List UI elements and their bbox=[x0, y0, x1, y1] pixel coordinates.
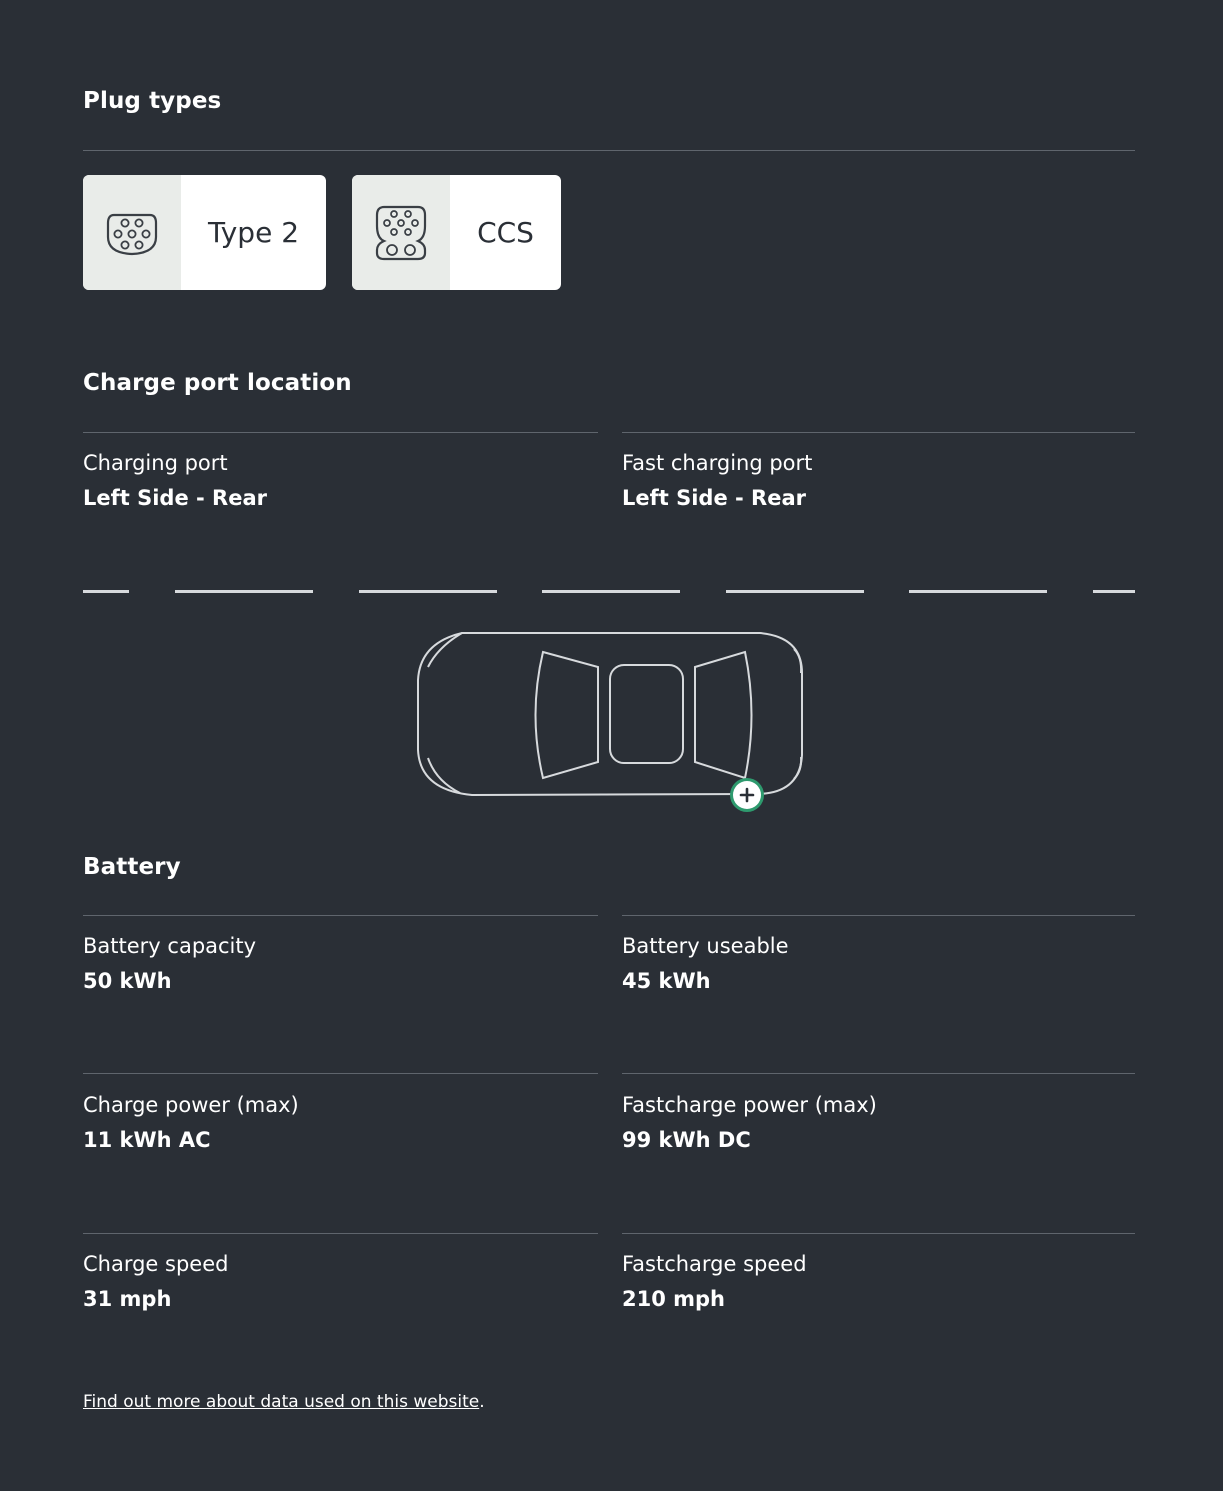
battery-useable-spec bbox=[622, 933, 1137, 994]
spec-label: Charge power (max) bbox=[83, 1093, 299, 1117]
data-info-link[interactable]: Find out more about data used on this website bbox=[83, 1392, 480, 1412]
plug-label: CCS bbox=[477, 216, 534, 249]
plug-label: Type 2 bbox=[207, 216, 300, 249]
charging-port-spec bbox=[83, 450, 598, 511]
charge-port-heading: Charge port location bbox=[83, 370, 352, 396]
type2-connector-icon bbox=[106, 209, 158, 257]
plus-icon bbox=[730, 778, 764, 812]
charge-power-spec bbox=[83, 1092, 598, 1153]
spec-label: Charge speed bbox=[83, 1252, 229, 1276]
plug-card-ccs bbox=[352, 175, 561, 290]
charging-port-divider bbox=[83, 432, 598, 433]
spec-value: Left Side - Rear bbox=[83, 486, 267, 510]
fast-charging-port-divider bbox=[622, 432, 1135, 433]
charge-power-divider bbox=[83, 1073, 598, 1074]
spec-value: 11 kWh AC bbox=[83, 1128, 211, 1152]
fastcharge-speed-spec bbox=[622, 1251, 1137, 1312]
road-dash bbox=[909, 590, 1047, 593]
road-dash bbox=[1093, 590, 1135, 593]
road-dash bbox=[542, 590, 680, 593]
road-dash bbox=[726, 590, 864, 593]
battery-capacity-divider bbox=[83, 915, 598, 916]
spec-label: Battery capacity bbox=[83, 934, 257, 958]
fastcharge-power-spec bbox=[622, 1092, 1137, 1153]
spec-value: Left Side - Rear bbox=[622, 486, 806, 510]
road-dash bbox=[83, 590, 129, 593]
fast-charging-port-spec bbox=[622, 450, 1137, 511]
plug-card-type2 bbox=[83, 175, 326, 290]
car-top-view-illustration bbox=[410, 625, 810, 820]
road-dash bbox=[359, 590, 497, 593]
spec-value: 31 mph bbox=[83, 1287, 172, 1311]
fastcharge-speed-divider bbox=[622, 1233, 1135, 1234]
charge-speed-divider bbox=[83, 1233, 598, 1234]
charge-speed-spec bbox=[83, 1251, 598, 1312]
plug-types-divider bbox=[83, 150, 1135, 151]
footer-suffix: . bbox=[479, 1392, 485, 1412]
road-dash bbox=[175, 590, 313, 593]
spec-label: Charging port bbox=[83, 451, 228, 475]
spec-value: 45 kWh bbox=[622, 969, 711, 993]
spec-value: 50 kWh bbox=[83, 969, 172, 993]
plug-icon-box bbox=[83, 175, 181, 290]
page-right-edge bbox=[1223, 0, 1229, 1491]
spec-label: Fast charging port bbox=[622, 451, 813, 475]
spec-label: Battery useable bbox=[622, 934, 789, 958]
battery-heading: Battery bbox=[83, 854, 181, 880]
spec-value: 99 kWh DC bbox=[622, 1128, 751, 1152]
plug-icon-box bbox=[352, 175, 450, 290]
spec-value: 210 mph bbox=[622, 1287, 726, 1311]
spec-label: Fastcharge power (max) bbox=[622, 1093, 877, 1117]
fastcharge-power-divider bbox=[622, 1073, 1135, 1074]
ccs-connector-icon bbox=[374, 204, 428, 262]
battery-useable-divider bbox=[622, 915, 1135, 916]
plug-types-heading: Plug types bbox=[83, 88, 222, 114]
footer-note bbox=[83, 1392, 485, 1412]
battery-capacity-spec bbox=[83, 933, 598, 994]
spec-label: Fastcharge speed bbox=[622, 1252, 807, 1276]
